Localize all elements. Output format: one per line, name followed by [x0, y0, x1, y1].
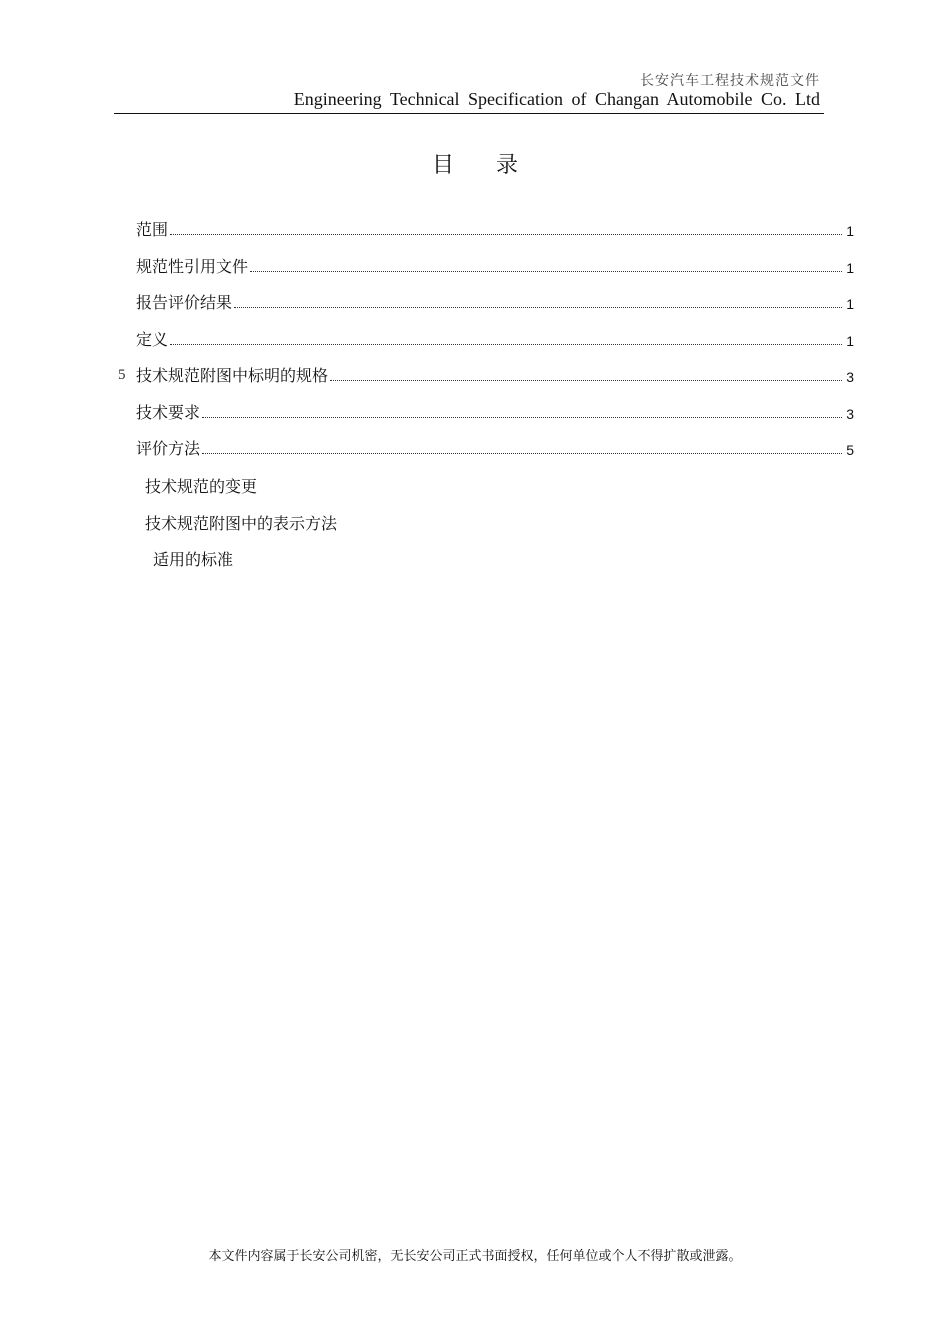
header-divider	[114, 113, 824, 114]
toc-extra-applicable-standards: 适用的标准	[153, 550, 234, 569]
toc-entry-label: 评价方法	[136, 439, 201, 458]
toc-extra-drawing-notation: 技术规范附图中的表示方法	[145, 514, 338, 533]
toc-entry-evaluation-methods[interactable]	[136, 433, 854, 459]
toc-entry-report-results[interactable]	[136, 287, 854, 313]
toc-title	[0, 148, 950, 179]
toc-leader-dots	[234, 307, 842, 308]
toc-entry-label: 报告评价结果	[136, 293, 233, 312]
toc-extra-spec-changes: 技术规范的变更	[145, 477, 258, 496]
toc-entry-normative-references[interactable]	[136, 251, 854, 277]
toc-entry-page: 5	[846, 442, 854, 458]
toc-entry-label: 定义	[136, 330, 169, 349]
toc-entry-page: 1	[846, 223, 854, 239]
header-company-en: Engineering Technical Specification of Changan Automobile Co. Ltd	[293, 89, 820, 109]
toc-entry-page: 3	[846, 369, 854, 385]
toc-title-char-2: 录	[496, 153, 519, 178]
toc-leader-dots	[330, 380, 842, 381]
toc-leader-dots	[250, 271, 842, 272]
toc-entry-page: 3	[846, 406, 854, 422]
toc-leader-dots	[170, 344, 842, 345]
toc-leader-dots	[170, 234, 842, 235]
toc-entry-page: 1	[846, 333, 854, 349]
confidential-footer: 本文件内容属于长安公司机密，无长安公司正式书面授权，任何单位或个人不得扩散或泄露。	[208, 1249, 742, 1264]
toc-entry-label: 范围	[136, 220, 169, 239]
toc-entry-label: 技术要求	[136, 403, 201, 422]
toc-leader-dots	[202, 417, 842, 418]
toc-entry-drawing-specs[interactable]	[136, 360, 854, 386]
toc-entry-technical-requirements[interactable]	[136, 397, 854, 423]
header-company-cn: 长安汽车工程技术规范文件	[640, 73, 820, 89]
toc-entry-number: 5	[118, 367, 126, 383]
toc-entry-page: 1	[846, 296, 854, 312]
toc-entry-page: 1	[846, 260, 854, 276]
toc-entry-label: 规范性引用文件	[136, 257, 249, 276]
toc-leader-dots	[202, 453, 842, 454]
toc-title-char-1: 目	[431, 153, 454, 178]
toc-entry-scope[interactable]	[136, 214, 854, 240]
toc-entry-definitions[interactable]	[136, 324, 854, 350]
toc-entry-label: 技术规范附图中标明的规格	[136, 366, 329, 385]
